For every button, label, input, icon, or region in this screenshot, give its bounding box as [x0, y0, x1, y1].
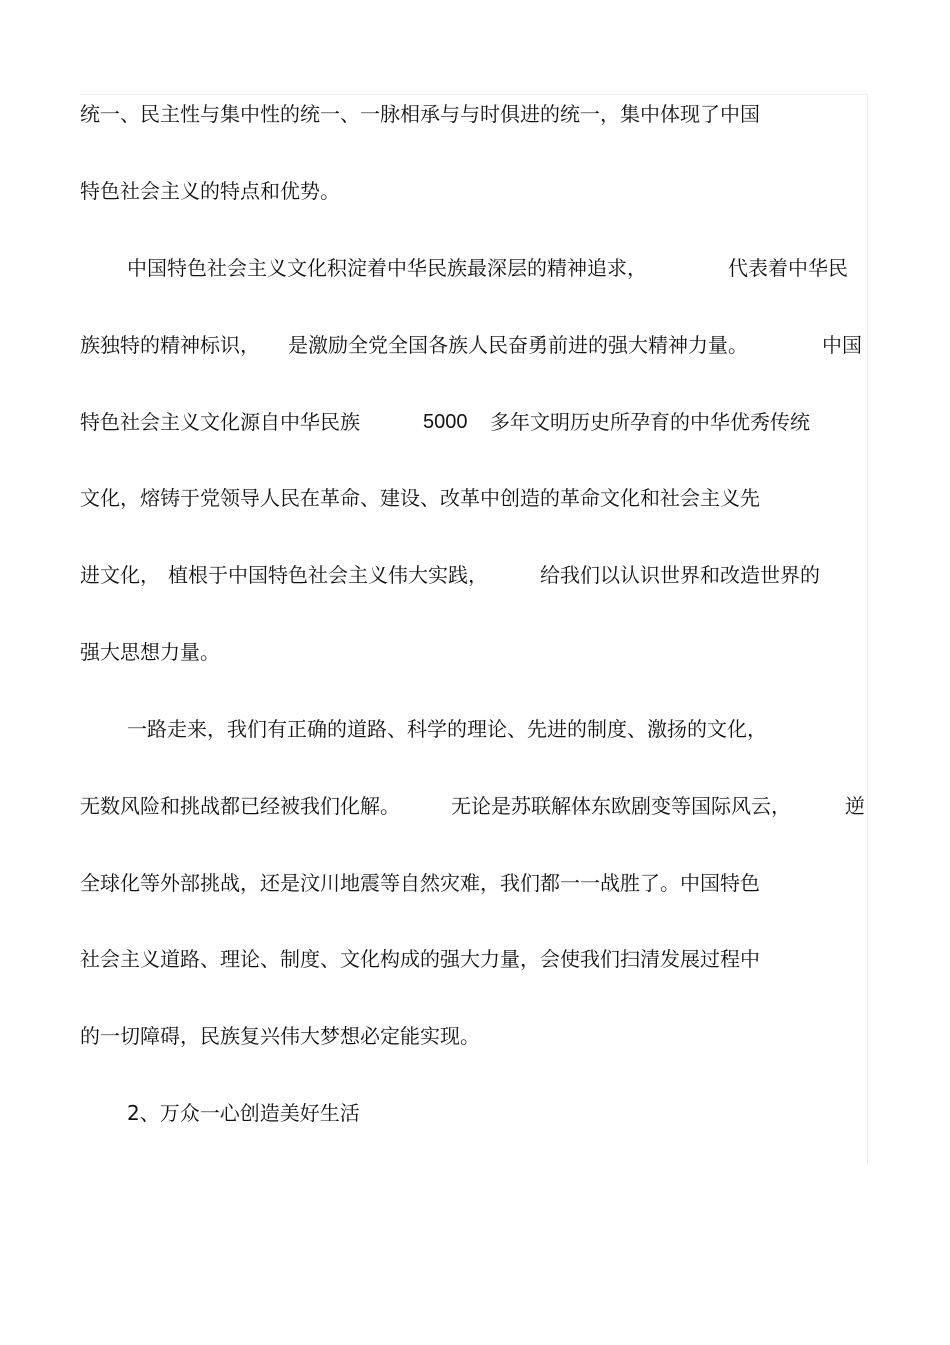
- text-line: 全球化等外部挑战，还是汶川地震等自然灾难，我们都一一战胜了。中国特色: [80, 871, 760, 895]
- text-line: 族独特的精神标识，: [80, 333, 260, 357]
- text-line: 进文化，: [80, 563, 160, 587]
- text-line: 给我们以认识世界和改造世界的: [540, 563, 820, 587]
- text-line: 是激励全党全国各族人民奋勇前进的强大精神力量。: [288, 333, 748, 357]
- text-line: 统一、民主性与集中性的统一、一脉相承与与时俱进的统一，集中体现了中国: [80, 102, 760, 126]
- text-line: 的一切障碍，民族复兴伟大梦想必定能实现。: [80, 1024, 480, 1048]
- text-line: 中国特色社会主义文化积淀着中华民族最深层的精神追求，: [127, 256, 647, 280]
- text-line: 特色社会主义的特点和优势。: [80, 179, 340, 203]
- text-line: 多年文明历史所孕育的中华优秀传统: [490, 410, 810, 434]
- text-line: 强大思想力量。: [80, 640, 220, 664]
- text-line: 一路走来，我们有正确的道路、科学的理论、先进的制度、激扬的文化，: [127, 717, 767, 741]
- text-line: 社会主义道路、理论、制度、文化构成的强大力量，会使我们扫清发展过程中: [80, 947, 760, 971]
- text-line: 无数风险和挑战都已经被我们化解。: [80, 794, 400, 818]
- text-line-number: 5000: [423, 411, 468, 433]
- text-line: 中国: [822, 333, 862, 357]
- section-heading: 2、万众一心创造美好生活: [127, 1101, 360, 1125]
- text-line: 无论是苏联解体东欧剧变等国际风云，: [451, 794, 791, 818]
- text-line: 文化，熔铸于党领导人民在革命、建设、改革中创造的革命文化和社会主义先: [80, 486, 760, 510]
- text-line: 特色社会主义文化源自中华民族: [80, 410, 360, 434]
- text-line: 植根于中国特色社会主义伟大实践，: [168, 563, 488, 587]
- text-line: 代表着中华民: [728, 256, 848, 280]
- text-line: 逆: [845, 794, 865, 818]
